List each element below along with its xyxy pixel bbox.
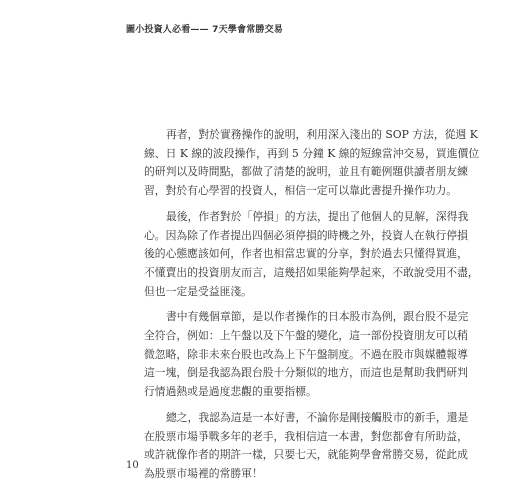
text-line: 這一塊，倒是我認為跟台股十分類似的地方，而這也是幫助我們研判	[144, 366, 468, 380]
text-line: 習，對於有心學習的投資人，相信一定可以靠此書提升操作功力。	[144, 184, 458, 198]
text-line: 最後，作者對於「停損」的方法，提出了他個人的見解，深得我	[166, 209, 469, 223]
body-text	[144, 126, 480, 491]
paragraph-4	[144, 409, 469, 484]
text-line: 為股票市場裡的常勝軍！	[144, 466, 263, 480]
text-line: 書中有幾個章節，是以作者操作的日本股市為例，跟台股不是完	[166, 310, 469, 324]
text-line: 心。因為除了作者提出四個必須停損的時機之外，投資人在執行停損	[144, 228, 468, 242]
text-line: 再者，對於實務操作的說明，利用深入淺出的 SOP 方法，從週 K	[166, 128, 478, 141]
paragraph-2	[144, 208, 479, 302]
text-line: 總之，我認為這是一本好書，不論你是剛接觸股市的新手，還是	[166, 410, 469, 424]
text-line: 或許就像作者的期許一樣，只要七天，就能夠學會常勝交易，從此成	[144, 448, 468, 462]
text-line: 不懂賣出的投資朋友而言，這幾招如果能夠學起來，不敢說受用不盡，	[144, 265, 479, 279]
running-header: 圖小投資人必看—— 7天學會常勝交易	[126, 25, 283, 35]
text-line: 微忽略，除非未來台股也改為上下午盤制度。不過在股市與媒體報導	[144, 347, 468, 361]
paragraph-1	[144, 126, 480, 201]
text-line: 線、日 K 線的波段操作，再到 5 分鐘 K 線的短線當沖交易，買進價位	[144, 146, 480, 160]
paragraph-3	[144, 308, 469, 402]
text-line: 全符合，例如：上午盤以及下午盤的變化，這一部份投資朋友可以稍	[144, 329, 468, 343]
text-line: 後的心態應該如何，作者也相當忠實的分享，對於過去只懂得買進，	[144, 247, 468, 261]
page-number: 10	[126, 460, 139, 471]
text-line: 在股票市場爭戰多年的老手，我相信這一本書，對您都會有所助益，	[144, 429, 468, 443]
text-line: 行情過熱或是過度悲觀的重要指標。	[144, 385, 317, 399]
text-line: 的研判以及時間點，都做了清楚的說明，並且有範例題供讀者朋友練	[144, 165, 468, 179]
text-line: 但也一定是受益匪淺。	[144, 284, 252, 298]
